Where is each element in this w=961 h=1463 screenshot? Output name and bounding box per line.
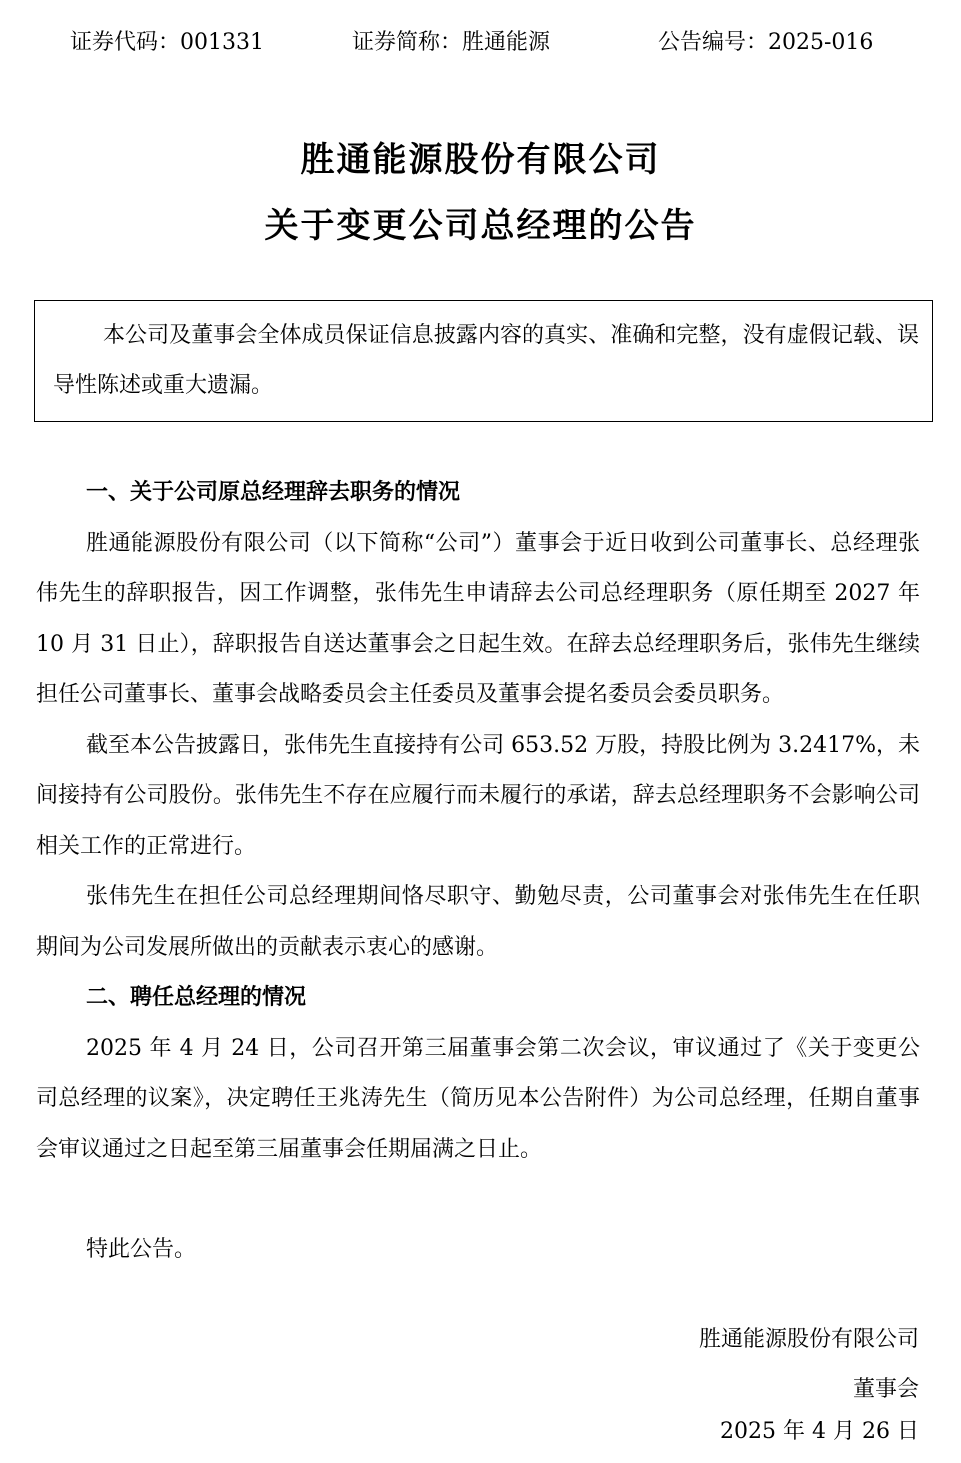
section-1-paragraph-3: 张伟先生在担任公司总经理期间恪尽职守、勤勉尽责，公司董事会对张伟先生在任职期间为公司发展所做出的贡献表示衷心的感谢。 bbox=[36, 884, 920, 960]
company-title: 胜通能源股份有限公司 bbox=[300, 140, 661, 180]
signature-company: 胜通能源股份有限公司 bbox=[698, 1327, 919, 1352]
section-1-heading: 一、关于公司原总经理辞去职务的情况 bbox=[86, 480, 461, 505]
signature-board: 董事会 bbox=[852, 1377, 919, 1402]
announcement-number: 公告编号：2025-016 bbox=[658, 30, 874, 55]
document-header bbox=[0, 26, 961, 60]
closing-statement: 特此公告。 bbox=[86, 1237, 197, 1262]
securities-code: 证券代码：001331 bbox=[70, 30, 264, 55]
disclaimer-text: 本公司及董事会全体成员保证信息披露内容的真实、准确和完整，没有虚假记载、误导性陈述或重大遗漏。 bbox=[53, 323, 919, 398]
section-1-paragraph-2: 截至本公告披露日，张伟先生直接持有公司 653.52 万股，持股比例为 3.2417%，未间接持有公司股份。张伟先生不存在应履行而未履行的承诺，辞去总经理职务不会影响公司相关工作的正常进行。 bbox=[36, 732, 920, 859]
signature-date: 2025 年 4 月 26 日 bbox=[720, 1419, 919, 1444]
disclaimer-box bbox=[34, 300, 933, 422]
securities-short-name: 证券简称：胜通能源 bbox=[352, 30, 551, 55]
section-1-paragraph-1: 胜通能源股份有限公司（以下简称“公司”）董事会于近日收到公司董事长、总经理张伟先生的辞职报告，因工作调整，张伟先生申请辞去公司总经理职务（原任期至 2027 年 10 月 31 日止），辞职报告自送达董事会之日起生效。在辞去总经理职务后，张伟先生继续担任公司董事长、董事会战略委员会主任委员及董事会提名委员会委员职务。 bbox=[36, 530, 920, 707]
spacer bbox=[36, 1175, 920, 1225]
section-2-paragraph-1: 2025 年 4 月 24 日，公司召开第三届董事会第二次会议，审议通过了《关于变更公司总经理的议案》，决定聘任王兆涛先生（简历见本公告附件）为公司总经理，任期自董事会审议通过之日起至第三届董事会任期届满之日止。 bbox=[36, 1035, 920, 1162]
section-2-heading: 二、聘任总经理的情况 bbox=[86, 985, 307, 1010]
announcement-title: 关于变更公司总经理的公告 bbox=[264, 206, 697, 246]
announcement-body bbox=[36, 468, 920, 1276]
